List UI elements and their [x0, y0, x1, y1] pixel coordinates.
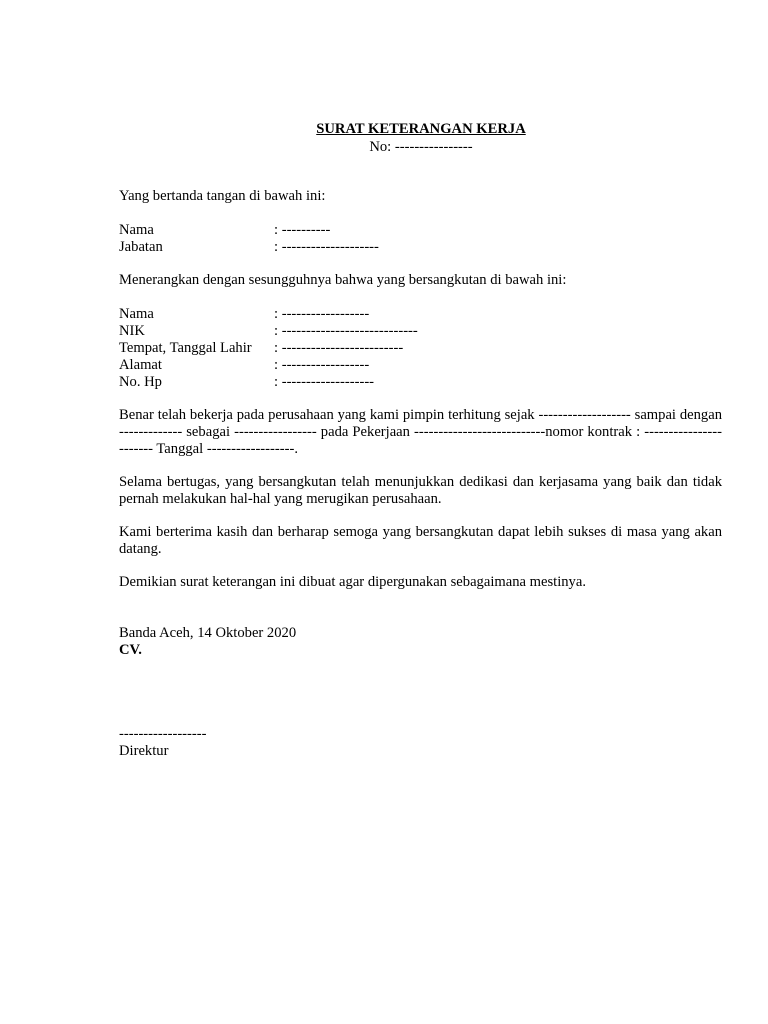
field-value: : ----------	[274, 222, 331, 238]
signer-name-row	[119, 222, 619, 239]
employee-phone-row	[119, 374, 619, 391]
employee-birth-row	[119, 340, 619, 357]
field-value: : -------------------------	[274, 340, 404, 356]
intro-text: Yang bertanda tangan di bawah ini:	[119, 188, 326, 204]
employee-address-row	[119, 357, 619, 374]
signer-position: Direktur	[119, 743, 169, 759]
thanks-paragraph: Kami berterima kasih dan berharap semoga yang bersangkutan dapat lebih sukses di masa yang akan datang.	[119, 524, 722, 557]
field-label: Nama	[119, 222, 154, 238]
field-label: No. Hp	[119, 374, 162, 390]
employee-nik-row	[119, 323, 619, 340]
field-label: Alamat	[119, 357, 162, 373]
document-title: SURAT KETERANGAN KERJA	[316, 121, 526, 137]
place-date: Banda Aceh, 14 Oktober 2020	[119, 625, 297, 641]
field-value: : ----------------------------	[274, 323, 418, 339]
closing-paragraph: Demikian surat keterangan ini dibuat agar dipergunakan sebagaimana mestinya.	[119, 574, 586, 590]
document-number: No: ----------------	[369, 139, 473, 155]
dedication-paragraph: Selama bertugas, yang bersangkutan telah menunjukkan dedikasi dan kerjasama yang baik dan tidak pernah melakukan hal-hal yang merugikan perusahaan.	[119, 474, 722, 507]
field-label: Jabatan	[119, 239, 163, 255]
field-label: NIK	[119, 323, 145, 339]
signature-line: ------------------	[119, 726, 207, 742]
field-value: : --------------------	[274, 239, 379, 255]
statement-text: Menerangkan dengan sesungguhnya bahwa yang bersangkutan di bawah ini:	[119, 272, 567, 288]
field-value: : ------------------	[274, 357, 370, 373]
employment-paragraph: Benar telah bekerja pada perusahaan yang kami pimpin terhitung sejak ------------------- sampai dengan ------------- sebagai ----------------- pada Pekerjaan ---------------------------nomor kontrak : ----------------------- Tanggal ------------------.	[119, 407, 722, 457]
field-label: Nama	[119, 306, 154, 322]
company-name: CV.	[119, 642, 142, 658]
field-value: : -------------------	[274, 374, 375, 390]
field-value: : ------------------	[274, 306, 370, 322]
signer-position-row	[119, 239, 619, 256]
field-label: Tempat, Tanggal Lahir	[119, 340, 252, 356]
employee-name-row	[119, 306, 619, 323]
